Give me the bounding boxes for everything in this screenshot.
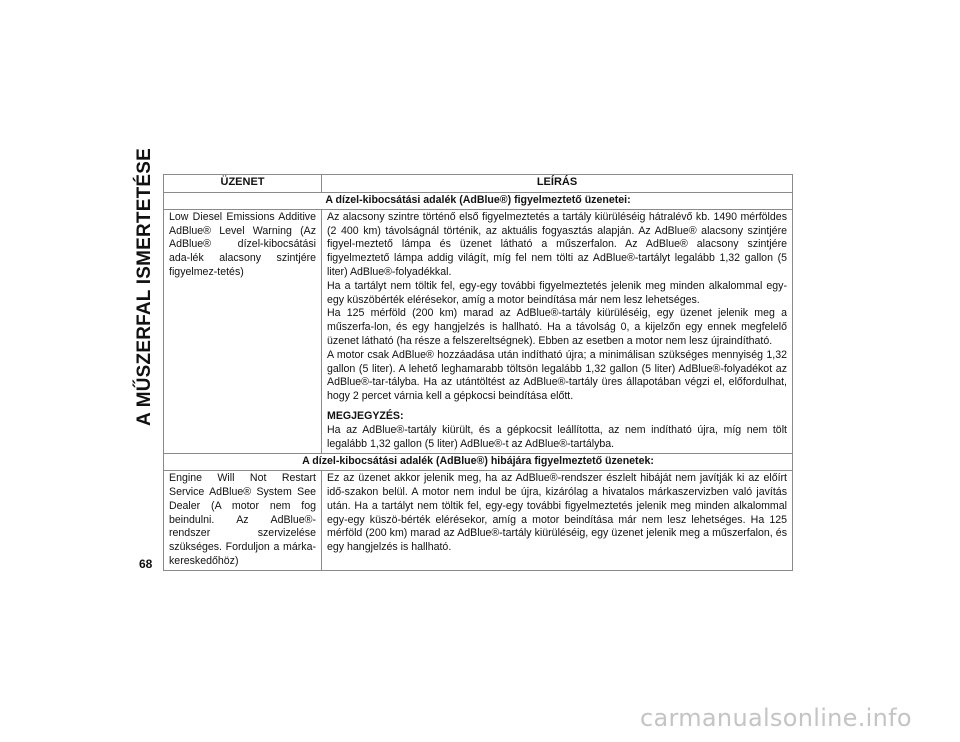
- description-paragraph: A motor csak AdBlue® hozzáadása után indítható újra; a minimálisan szükséges mennyiség 1,32 gallon (5 liter). A lehető leghamarabb töltsön legalább 1,32 gallon (5 liter) AdBlue®-folyadékot az AdBlue®-tar-tályba. Ha az utántöltést az AdBlue®-tartály üres állapotában végzi el, előfordulhat, hogy 2 percet várnia kell a gépkocsi beindítása előtt.: [327, 348, 787, 403]
- description-paragraph: Ez az üzenet akkor jelenik meg, ha az AdBlue®-rendszer észlelt hibáját nem javítják ki az előírt idő-szakon belül. A motor nem indul be újra, kizárólag a hivatalos márkaszervizben való javítás után. Ha a tartályt nem töltik fel, egy-egy további figyelmeztetés jelenik meg minden alkalommal egy-egy küszö-bérték elérésekor, amíg a motor beindítása már nem lesz lehetséges. Ha 125 mérföld (200 km) marad az AdBlue®-tartály kiürüléséig, egy üzenet jelenik meg a műszerfalon, és egy hangjelzés is hallható.: [327, 472, 787, 554]
- message-cell: Low Diesel Emissions Additive AdBlue® Level Warning (Az AdBlue® dízel-kibocsátási ada-lék alacsony szintjére figyelmez-tetés): [164, 209, 322, 454]
- table-row: [164, 209, 793, 454]
- page-number: 68: [139, 557, 153, 571]
- table-row: [164, 471, 793, 571]
- message-table: [163, 174, 793, 571]
- side-section-title: A MŰSZERFAL ISMERTETÉSE: [134, 147, 155, 426]
- description-cell: [322, 209, 793, 454]
- section-title: A dízel-kibocsátási adalék (AdBlue®) hibájára figyelmeztető üzenetek:: [164, 454, 793, 471]
- message-cell: Engine Will Not Restart Service AdBlue® System See Dealer (A motor nem fog beindulni. Az AdBlue®-rendszer szervizelése szükséges. Forduljon a márka-kereskedőhöz): [164, 471, 322, 571]
- watermark: carmanualsonline.info: [640, 704, 912, 732]
- note-title: MEGJEGYZÉS:: [327, 409, 404, 422]
- description-paragraph: Ha a tartályt nem töltik fel, egy-egy további figyelmeztetés jelenik meg minden alkalommal egy-egy küszöbérték elérésekor, amíg a motor beindítása már nem lesz lehetséges.: [327, 279, 787, 306]
- note-text: Ha az AdBlue®-tartály kiürült, és a gépkocsit leállította, az nem indítható újra, míg nem tölt legalább 1,32 gallon (5 liter) AdBlue®-t az AdBlue®-tartályba.: [327, 423, 787, 450]
- table-header-row: [164, 175, 793, 193]
- description-paragraph: Ha 125 mérföld (200 km) marad az AdBlue®-tartály kiürüléséig, egy üzenet jelenik meg a műszerfa-lon, és egy hangjelzés is hallható. Ha a távolság 0, a kijelzőn egy ennek megfelelő üzenet látható (ha része a felszereltségnek). Ebben az esetben a motor nem lesz újraindítható.: [327, 307, 787, 347]
- column-header-description: LEÍRÁS: [322, 175, 793, 193]
- description-cell: [322, 471, 793, 571]
- section-row-adblue-faults: [164, 454, 793, 471]
- column-header-message: ÜZENET: [164, 175, 322, 193]
- section-title: A dízel-kibocsátási adalék (AdBlue®) figyelmeztető üzenetei:: [164, 193, 793, 210]
- description-paragraph: Az alacsony szintre történő első figyelmeztetés a tartály kiürüléséig hátralévő kb. 1490 mérföldes (2 400 km) távolságnál történik, az aktuális fogyasztás alapján. Az AdBlue® alacsony szintjére figyel-meztető lámpa és üzenet látható a műszerfalon. Az AdBlue® alacsony szintjére figyelmeztető lámpa addig világít, míg fel nem tölti az AdBlue®-tartályt legalább 1,32 gallon (5 liter) AdBlue®-folyadékkal.: [327, 210, 787, 278]
- section-row-adblue-warnings: [164, 193, 793, 210]
